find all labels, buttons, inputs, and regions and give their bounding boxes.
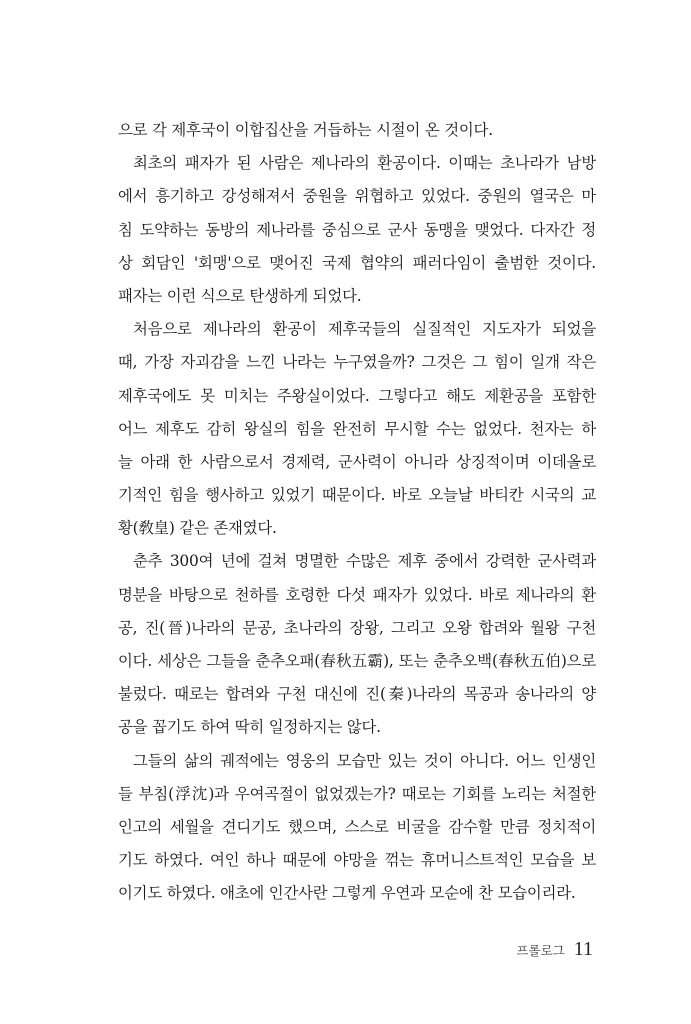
text-line: 처음으로 제나라의 환공이 제후국들의 실질적인 지도자가 되었을 (133, 320, 596, 339)
page-footer (516, 938, 593, 961)
paragraph (118, 313, 596, 545)
paragraph (118, 545, 596, 744)
text-line: 기적인 힘을 행사하고 있었기 때문이다. 바로 오늘날 바티칸 시국의 교 (118, 486, 596, 505)
text-line: 기도 하였다. 여인 하나 때문에 야망을 꺾는 휴머니스트적인 모습을 보 (118, 851, 596, 870)
text-line: 황(敎皇) 같은 존재였다. (118, 519, 277, 538)
text-line: 명분을 바탕으로 천하를 호령한 다섯 패자가 있었다. 바로 제나라의 환 (118, 585, 596, 604)
text-line: 춘추 300여 년에 걸쳐 명멸한 수많은 제후 중에서 강력한 군사력과 (133, 552, 596, 571)
text-line: 늘 아래 한 사람으로서 경제력, 군사력이 아니라 상징적이며 이데올로 (118, 452, 596, 471)
text-line: 어느 제후도 감히 왕실의 힘을 완전히 무시할 수는 없었다. 천자는 하 (118, 419, 596, 438)
page-number: 11 (573, 938, 593, 960)
text-line: 이다. 세상은 그들을 춘추오패(春秋五霸), 또는 춘추오백(春秋五伯)으로 (118, 652, 596, 670)
body-text (118, 114, 596, 911)
text-line: 공을 꼽기도 하여 딱히 일정하지는 않다. (118, 718, 381, 737)
text-line: 이기도 하였다. 애초에 인간사란 그렇게 우연과 모순에 찬 모습이리라. (118, 884, 576, 903)
text-line: 불렀다. 때로는 합려와 구천 대신에 진(秦)나라의 목공과 송나라의 양 (118, 685, 596, 704)
text-line: 침 도약하는 동방의 제나라를 중심으로 군사 동맹을 맺었다. 다자간 정 (118, 220, 596, 239)
paragraph (118, 147, 596, 313)
text-line: 에서 흥기하고 강성해져서 중원을 위협하고 있었다. 중원의 열국은 마 (118, 187, 596, 206)
text-line: 상 회담인 '회맹'으로 맺어진 국제 협약의 패러다임이 출범한 것이다. (118, 253, 596, 272)
text-line: 패자는 이런 식으로 탄생하게 되었다. (118, 286, 362, 305)
paragraph (118, 114, 596, 147)
text-line: 최초의 패자가 된 사람은 제나라의 환공이다. 이때는 초나라가 남방 (133, 154, 596, 173)
paragraph (118, 745, 596, 911)
text-line: 그들의 삶의 궤적에는 영웅의 모습만 있는 것이 아니다. 어느 인생인 (133, 751, 596, 770)
text-line: 때, 가장 자괴감을 느낀 나라는 누구였을까? 그것은 그 힘이 일개 작은 (118, 353, 596, 372)
text-line: 인고의 세월을 견디기도 했으며, 스스로 비굴을 감수할 만큼 정치적이 (118, 817, 596, 836)
text-line: 공, 진(晉)나라의 문공, 초나라의 장왕, 그리고 오왕 합려와 월왕 구천 (118, 618, 596, 637)
text-line: 들 부침(浮沈)과 우여곡절이 없었겠는가? 때로는 기회를 노리는 처절한 (118, 784, 596, 803)
running-footer-title: 프롤로그 (516, 943, 565, 958)
text-line: 제후국에도 못 미치는 주왕실이었다. 그렇다고 해도 제환공을 포함한 (118, 386, 596, 405)
text-line: 으로 각 제후국이 이합집산을 거듭하는 시절이 온 것이다. (118, 121, 493, 139)
